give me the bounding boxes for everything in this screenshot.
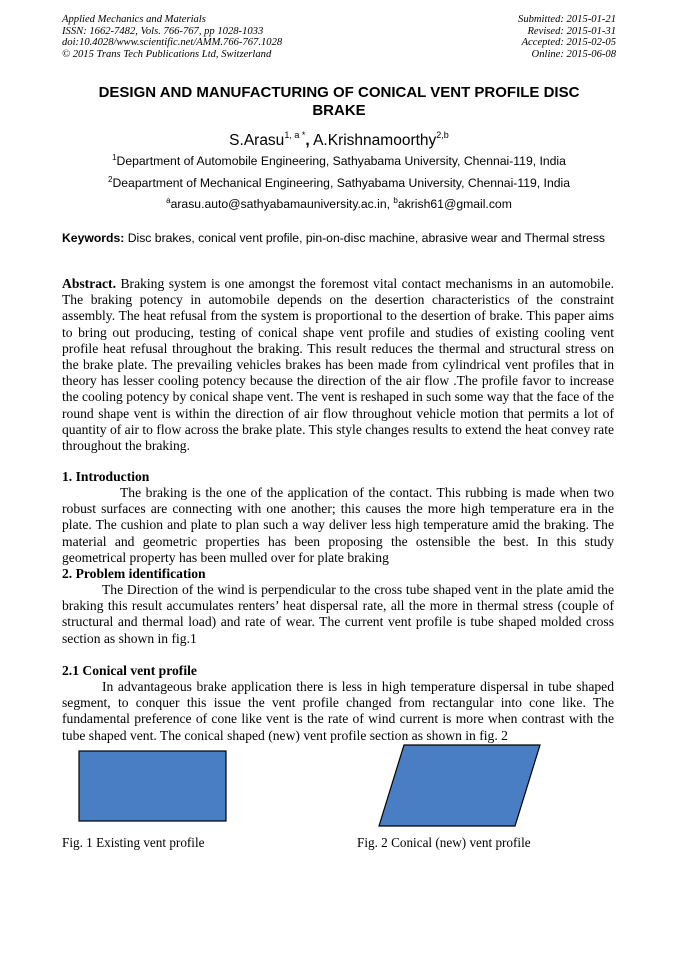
conical-heading: 2.1 Conical vent profile	[62, 663, 197, 678]
abstract-text: Braking system is one amongst the foremost vital contact mechanisms in an automobile. The braking potency in automobile depends on the desertion characteristics of the constraint assembly. The heat refusal from the system is proportional to the desertion of brake. This paper aims to bring out producing, testing of conical shape vent profile and studies of existing cooling vent profile heat refusal throughout the braking. This result reduces the thermal and structural stress on the brake plate. The prevailing vehicles brakes has been made from cylindrical vent profiles that in theory has lesser cooling potency because the direction of the air flow .The profile favor to increase the cooling potency by conical shape vent. The vent is reshaped in such some way that the face of the round shape vent is within the direction of air flow throughout vehicle motion that permits a lot of quantity of air to flow across the brake plate. This style changes results to extend the heat convey rate throughout the braking.	[62, 276, 615, 454]
keywords-text: Disc brakes, conical vent profile, pin-on-disc machine, abrasive wear and Thermal stress	[127, 231, 606, 245]
issn-line: ISSN: 1662-7482, Vols. 766-767, pp 1028-1033	[62, 25, 264, 37]
title-line-2: BRAKE	[312, 102, 366, 119]
conical-text: In advantageous brake application there is less in high temperature dispersal in tube shaped segment, to conquer this issue the vent profile changed from rectangular into cone like. The fundamental preference of cone like vent is the rate of wind current is more when contrast with the tube shaped vent. The conical shaped (new) vent profile section as shown in fig. 2	[62, 679, 614, 743]
keywords	[62, 231, 614, 245]
email-b-link[interactable]: akrish61@gmail.com	[397, 197, 512, 211]
online-date: Online: 2015-06-08	[531, 48, 616, 60]
affiliation-2-mark: 2	[108, 175, 113, 184]
affiliation-2	[62, 173, 616, 190]
problem-text: The Direction of the wind is perpendicular to the cross tube shaped vent in the plate amid the braking this result accumulates renters’ heat dispersal rate, all the more in thermal stress (couple of structural and thermal load) and rate of wear. The current vent profile is tube shaped molded cross section as shown in fig.1	[62, 582, 614, 646]
email-a-mark: a	[166, 196, 171, 205]
doi-link[interactable]: doi:10.4028/www.scientific.net/AMM.766-767.1028	[62, 37, 283, 49]
journal-name: Applied Mechanics and Materials	[62, 14, 206, 25]
author-1-affiliation-mark: 1, a *	[284, 130, 306, 140]
email-a-link[interactable]: arasu.auto@sathyabamauniversity.ac.in,	[170, 197, 391, 211]
submitted-date: Submitted: 2015-01-21	[518, 14, 616, 25]
conical-vent-shape	[379, 745, 540, 826]
affiliation-2-text: Deapartment of Mechanical Engineering, Sathyabama University, Chennai-119, India	[112, 176, 570, 190]
copyright-line: © 2015 Trans Tech Publications Ltd, Switzerland	[62, 48, 272, 60]
author-2: A.Krishnamoorthy	[313, 132, 437, 149]
keywords-label: Keywords:	[62, 231, 125, 245]
email-line	[62, 194, 616, 211]
affiliation-1-mark: 1	[112, 153, 117, 162]
email-b-mark: b	[393, 196, 398, 205]
abstract-label: Abstract.	[62, 276, 116, 291]
author-separator: ,	[305, 132, 310, 149]
author-2-affiliation-mark: 2,b	[436, 130, 449, 140]
accepted-date: Accepted: 2015-02-05	[521, 37, 616, 49]
affiliation-1-text: Department of Automobile Engineering, Sathyabama University, Chennai-119, India	[116, 154, 566, 168]
author-1: S.Arasu	[229, 132, 285, 149]
title-line-1: DESIGN AND MANUFACTURING OF CONICAL VENT PROFILE DISC	[98, 84, 580, 101]
article-header	[62, 14, 616, 60]
author-list	[62, 126, 616, 150]
fig-2-conical-vent	[378, 744, 542, 828]
introduction-text: The braking is the one of the application of the contact. This rubbing is made when two robust surfaces are connecting with one another; this causes the more high temperature era in the plate. The cushion and plate to plan such a way deliver less high temperature amid the braking. The material and geometric properties has been proposing the ostensible the best. In this study geometrical property has been mulled over for plate braking	[62, 485, 614, 565]
revised-date: Revised: 2015-01-31	[527, 25, 616, 37]
abstract	[62, 276, 614, 454]
fig-1-caption: Fig. 1 Existing vent profile	[62, 835, 205, 850]
rectangular-vent-shape	[79, 751, 226, 821]
introduction-heading: 1. Introduction	[62, 469, 150, 484]
paper-title	[62, 84, 616, 120]
affiliation-1	[62, 151, 616, 168]
fig-1-rectangular-vent	[78, 750, 228, 823]
fig-2-caption: Fig. 2 Conical (new) vent profile	[357, 835, 531, 850]
problem-heading: 2. Problem identification	[62, 566, 206, 581]
